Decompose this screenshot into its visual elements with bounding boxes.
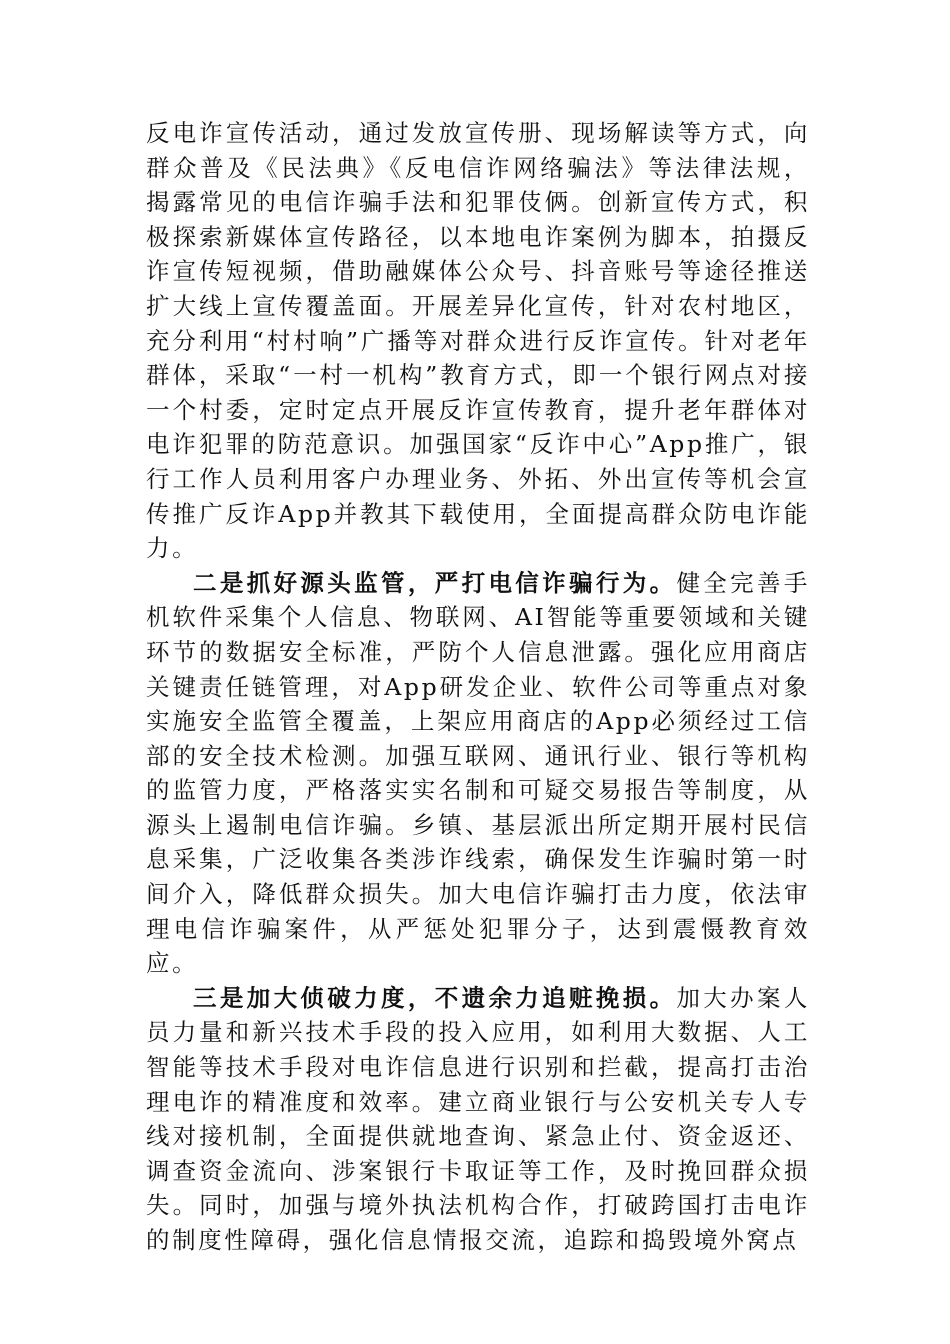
paragraph-1 — [146, 116, 810, 566]
paragraph-2 — [146, 566, 810, 981]
document-body — [146, 116, 810, 1258]
paragraph-2-text: 健全完善手机软件采集个人信息、物联网、AI智能等重要领域和关键环节的数据安全标准，严防个人信息泄露。强化应用商店关键责任链管理，对App研发企业、软件公司等重点对象实施安全监管全覆盖，上架应用商店的App必须经过工信部的安全技术检测。加强互联网、通讯行业、银行等机构的监管力度，严格落实实名制和可疑交易报告等制度，从源头上遏制电信诈骗。乡镇、基层派出所定期开展村民信息采集，广泛收集各类涉诈线索，确保发生诈骗时第一时间介入，降低群众损失。加大电信诈骗打击力度，依法审理电信诈骗案件，从严惩处犯罪分子，达到震慑教育效应。 — [146, 568, 810, 978]
paragraph-2-lead: 二是抓好源头监管，严打电信诈骗行为。 — [193, 568, 677, 597]
paragraph-1-text: 反电诈宣传活动，通过发放宣传册、现场解读等方式，向群众普及《民法典》《反电信诈网络骗法》等法律法规，揭露常见的电信诈骗手法和犯罪伎俩。创新宣传方式，积极探索新媒体宣传路径，以本地电诈案例为脚本，拍摄反诈宣传短视频，借助融媒体公众号、抖音账号等途径推送扩大线上宣传覆盖面。开展差异化宣传，针对农村地区，充分利用“村村响”广播等对群众进行反诈宣传。针对老年群体，采取“一村一机构”教育方式，即一个银行网点对接一个村委，定时定点开展反诈宣传教育，提升老年群体对电诈犯罪的防范意识。加强国家“反诈中心”App推广，银行工作人员利用客户办理业务、外拓、外出宣传等机会宣传推广反诈App并教其下载使用，全面提高群众防电诈能力。 — [146, 119, 810, 563]
paragraph-3 — [146, 981, 810, 1258]
paragraph-3-lead: 三是加大侦破力度，不遗余力追赃挽损。 — [193, 983, 677, 1012]
paragraph-3-text: 加大办案人员力量和新兴技术手段的投入应用，如利用大数据、人工智能等技术手段对电诈信息进行识别和拦截，提高打击治理电诈的精准度和效率。建立商业银行与公安机关专人专线对接机制，全面提供就地查询、紧急止付、资金返还、调查资金流向、涉案银行卡取证等工作，及时挽回群众损失。同时，加强与境外执法机构合作，打破跨国打击电诈的制度性障碍，强化信息情报交流，追踪和捣毁境外窝点 — [146, 983, 810, 1254]
